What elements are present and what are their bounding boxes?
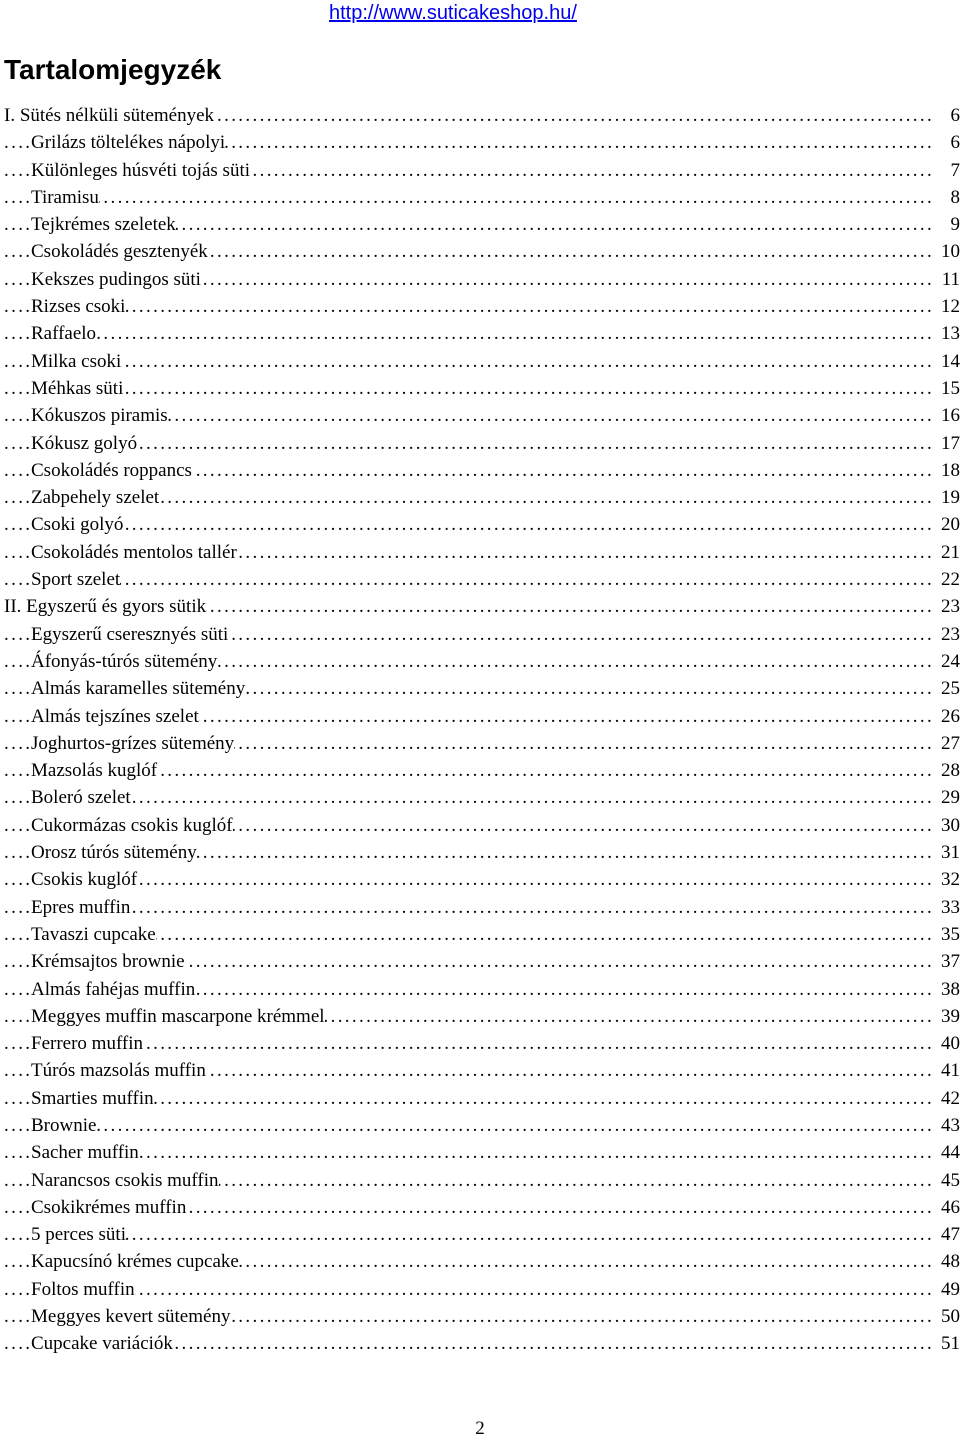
toc-entry-title: Smarties muffin bbox=[31, 1087, 154, 1109]
page-number: 2 bbox=[475, 1418, 485, 1439]
toc-entry-page-number: 15 bbox=[939, 375, 960, 402]
toc-entry-title: Csokikrémes muffin bbox=[31, 1196, 187, 1218]
toc-entry[interactable] bbox=[4, 921, 960, 948]
toc-entry-page-number: 50 bbox=[939, 1303, 960, 1330]
toc-entry-page-number: 41 bbox=[939, 1057, 960, 1084]
toc-entry[interactable] bbox=[4, 757, 960, 784]
toc-entry[interactable] bbox=[4, 1003, 960, 1030]
toc-entry-page-number: 21 bbox=[939, 539, 960, 566]
toc-entry-title: Raffaelo bbox=[31, 323, 97, 345]
toc-entry-title: Áfonyás-túrós sütemény bbox=[31, 650, 218, 672]
toc-entry[interactable] bbox=[4, 1221, 960, 1248]
toc-entry[interactable] bbox=[4, 320, 960, 347]
toc-entry-page-number: 45 bbox=[939, 1167, 960, 1194]
toc-entry-title: Meggyes muffin mascarpone krémmel bbox=[31, 1005, 325, 1027]
toc-entry-page-number: 18 bbox=[939, 457, 960, 484]
toc-entry-page-number: 30 bbox=[939, 812, 960, 839]
toc-entry-title: Zabpehely szelet bbox=[31, 487, 160, 509]
toc-section-entry[interactable] bbox=[4, 102, 960, 129]
toc-title: Tartalomjegyzék bbox=[4, 54, 222, 85]
toc-entry-title: Különleges húsvéti tojás süti bbox=[31, 159, 251, 181]
toc-entry[interactable] bbox=[4, 511, 960, 538]
toc-entry-title: Csokoládés roppancs bbox=[31, 459, 192, 481]
toc-entry-page-number: 33 bbox=[939, 894, 960, 921]
toc-entry[interactable] bbox=[4, 157, 960, 184]
toc-entry-page-number: 43 bbox=[939, 1112, 960, 1139]
toc-entry[interactable] bbox=[4, 1303, 960, 1330]
toc-entry-page-number: 38 bbox=[939, 976, 960, 1003]
toc-entry[interactable] bbox=[4, 1194, 960, 1221]
toc-entry-title: 5 perces süti bbox=[31, 1224, 126, 1246]
toc-entry-title: Brownie bbox=[31, 1114, 97, 1136]
toc-entry-page-number: 27 bbox=[939, 730, 960, 757]
toc-entry[interactable] bbox=[4, 675, 960, 702]
toc-entry[interactable] bbox=[4, 484, 960, 511]
toc-entry-page-number: 29 bbox=[939, 784, 960, 811]
toc-entry-title: Joghurtos-grízes sütemény bbox=[31, 732, 235, 754]
toc-entry-title: Epres muffin bbox=[31, 896, 131, 918]
toc-entry[interactable] bbox=[4, 211, 960, 238]
toc-entry-title: Csokis kuglóf bbox=[31, 869, 138, 891]
toc-entry[interactable] bbox=[4, 430, 960, 457]
toc-entry[interactable] bbox=[4, 1167, 960, 1194]
toc-entry[interactable] bbox=[4, 1057, 960, 1084]
toc-entry[interactable] bbox=[4, 539, 960, 566]
toc-entry-title: Ferrero muffin bbox=[31, 1033, 144, 1055]
toc-entry-page-number: 46 bbox=[939, 1194, 960, 1221]
toc-entry[interactable] bbox=[4, 730, 960, 757]
toc-entry-page-number: 16 bbox=[939, 402, 960, 429]
toc-entry-page-number: 49 bbox=[939, 1276, 960, 1303]
toc-entry[interactable] bbox=[4, 1248, 960, 1275]
toc-entry[interactable] bbox=[4, 866, 960, 893]
toc-entry-title: Sport szelet bbox=[31, 569, 121, 591]
toc-entry-title: Csokoládés gesztenyék bbox=[31, 241, 208, 263]
site-url-link[interactable]: http://www.suticakeshop.hu/ bbox=[329, 2, 577, 24]
toc-entry-page-number: 10 bbox=[939, 238, 960, 265]
toc-entry[interactable] bbox=[4, 1030, 960, 1057]
toc-entry[interactable] bbox=[4, 457, 960, 484]
toc-entry[interactable] bbox=[4, 976, 960, 1003]
toc-entry-title: Csoki golyó bbox=[31, 514, 124, 536]
toc-entry-page-number: 35 bbox=[939, 921, 960, 948]
toc-entry-title: Sacher muffin bbox=[31, 1142, 139, 1164]
toc-list bbox=[4, 102, 960, 1358]
toc-entry-page-number: 51 bbox=[939, 1330, 960, 1357]
toc-entry-page-number: 23 bbox=[939, 593, 960, 620]
toc-entry-title: Narancsos csokis muffin bbox=[31, 1169, 219, 1191]
toc-entry-title: I. Sütés nélküli sütemények bbox=[4, 105, 215, 126]
toc-entry[interactable] bbox=[4, 293, 960, 320]
toc-entry-title: Orosz túrós sütemény bbox=[31, 842, 197, 864]
toc-entry-page-number: 17 bbox=[939, 430, 960, 457]
toc-entry-title: Kapucsínó krémes cupcake bbox=[31, 1251, 239, 1273]
toc-entry-title: Cupcake variációk bbox=[31, 1333, 173, 1355]
toc-entry-title: Almás fahéjas muffin bbox=[31, 978, 196, 1000]
toc-entry-page-number: 37 bbox=[939, 948, 960, 975]
toc-entry-title: Tejkrémes szeletek bbox=[31, 214, 176, 236]
toc-entry-title: Túrós mazsolás muffin bbox=[31, 1060, 206, 1082]
toc-entry[interactable] bbox=[4, 894, 960, 921]
toc-entry-title: Boleró szelet bbox=[31, 787, 131, 809]
toc-entry[interactable] bbox=[4, 703, 960, 730]
toc-entry[interactable] bbox=[4, 948, 960, 975]
toc-entry[interactable] bbox=[4, 375, 960, 402]
toc-entry[interactable] bbox=[4, 812, 960, 839]
toc-entry-title: Egyszerű cseresznyés süti bbox=[31, 623, 229, 645]
toc-entry-page-number: 32 bbox=[939, 866, 960, 893]
toc-entry[interactable] bbox=[4, 266, 960, 293]
toc-entry[interactable] bbox=[4, 402, 960, 429]
toc-entry-title: Kekszes pudingos süti bbox=[31, 268, 201, 290]
toc-entry[interactable] bbox=[4, 1085, 960, 1112]
toc-entry[interactable] bbox=[4, 184, 960, 211]
toc-entry-page-number: 31 bbox=[939, 839, 960, 866]
toc-entry[interactable] bbox=[4, 129, 960, 156]
toc-entry-title: Méhkas süti bbox=[31, 377, 124, 399]
toc-entry[interactable] bbox=[4, 348, 960, 375]
toc-entry-page-number: 19 bbox=[939, 484, 960, 511]
toc-entry-page-number: 28 bbox=[939, 757, 960, 784]
toc-entry-page-number: 48 bbox=[939, 1248, 960, 1275]
toc-entry-page-number: 44 bbox=[939, 1139, 960, 1166]
toc-entry-page-number: 11 bbox=[940, 266, 960, 293]
toc-entry-title: Rizses csoki bbox=[31, 296, 126, 318]
toc-entry-page-number: 6 bbox=[949, 129, 960, 156]
toc-section-entry[interactable] bbox=[4, 593, 960, 620]
toc-entry[interactable] bbox=[4, 621, 960, 648]
toc-entry-title: Foltos muffin bbox=[31, 1278, 135, 1300]
toc-entry-page-number: 12 bbox=[939, 293, 960, 320]
toc-entry-page-number: 22 bbox=[939, 566, 960, 593]
toc-entry-page-number: 9 bbox=[949, 211, 960, 238]
toc-entry-page-number: 25 bbox=[939, 675, 960, 702]
toc-entry-title: II. Egyszerű és gyors sütik bbox=[4, 596, 207, 618]
toc-entry[interactable] bbox=[4, 1276, 960, 1303]
toc-entry-title: Almás tejszínes szelet bbox=[31, 705, 199, 727]
toc-entry-title: Grilázs töltelékes nápolyi bbox=[31, 132, 226, 154]
toc-entry-page-number: 8 bbox=[949, 184, 960, 211]
toc-entry-title: Csokoládés mentolos tallér bbox=[31, 541, 237, 563]
toc-entry[interactable] bbox=[4, 566, 960, 593]
toc-entry-page-number: 13 bbox=[939, 320, 960, 347]
toc-entry-page-number: 26 bbox=[939, 703, 960, 730]
toc-entry-title: Mazsolás kuglóf bbox=[31, 760, 158, 782]
toc-entry-page-number: 7 bbox=[949, 157, 960, 184]
toc-entry-page-number: 14 bbox=[939, 348, 960, 375]
toc-entry[interactable] bbox=[4, 1330, 960, 1357]
toc-entry-title: Milka csoki bbox=[31, 350, 122, 372]
toc-entry-title: Almás karamelles sütemény bbox=[31, 678, 246, 700]
toc-entry[interactable] bbox=[4, 784, 960, 811]
toc-entry-page-number: 47 bbox=[939, 1221, 960, 1248]
toc-entry[interactable] bbox=[4, 1139, 960, 1166]
toc-entry-page-number: 23 bbox=[939, 621, 960, 648]
toc-entry-page-number: 40 bbox=[939, 1030, 960, 1057]
toc-entry[interactable] bbox=[4, 648, 960, 675]
toc-entry-title: Kókuszos piramis bbox=[31, 405, 168, 427]
toc-entry-title: Krémsajtos brownie bbox=[31, 951, 185, 973]
toc-entry-page-number: 42 bbox=[939, 1085, 960, 1112]
toc-entry-page-number: 6 bbox=[949, 102, 960, 129]
toc-entry[interactable] bbox=[4, 839, 960, 866]
toc-entry-page-number: 24 bbox=[939, 648, 960, 675]
toc-entry-title: Cukormázas csokis kuglóf bbox=[31, 814, 233, 836]
toc-entry-title: Kókusz golyó bbox=[31, 432, 138, 454]
toc-entry[interactable] bbox=[4, 1112, 960, 1139]
toc-entry[interactable] bbox=[4, 238, 960, 265]
toc-entry-page-number: 20 bbox=[939, 511, 960, 538]
toc-entry-page-number: 39 bbox=[939, 1003, 960, 1030]
toc-entry-title: Tiramisu bbox=[31, 186, 99, 208]
toc-entry-title: Meggyes kevert sütemény bbox=[31, 1306, 231, 1328]
toc-entry-title: Tavaszi cupcake bbox=[31, 923, 156, 945]
